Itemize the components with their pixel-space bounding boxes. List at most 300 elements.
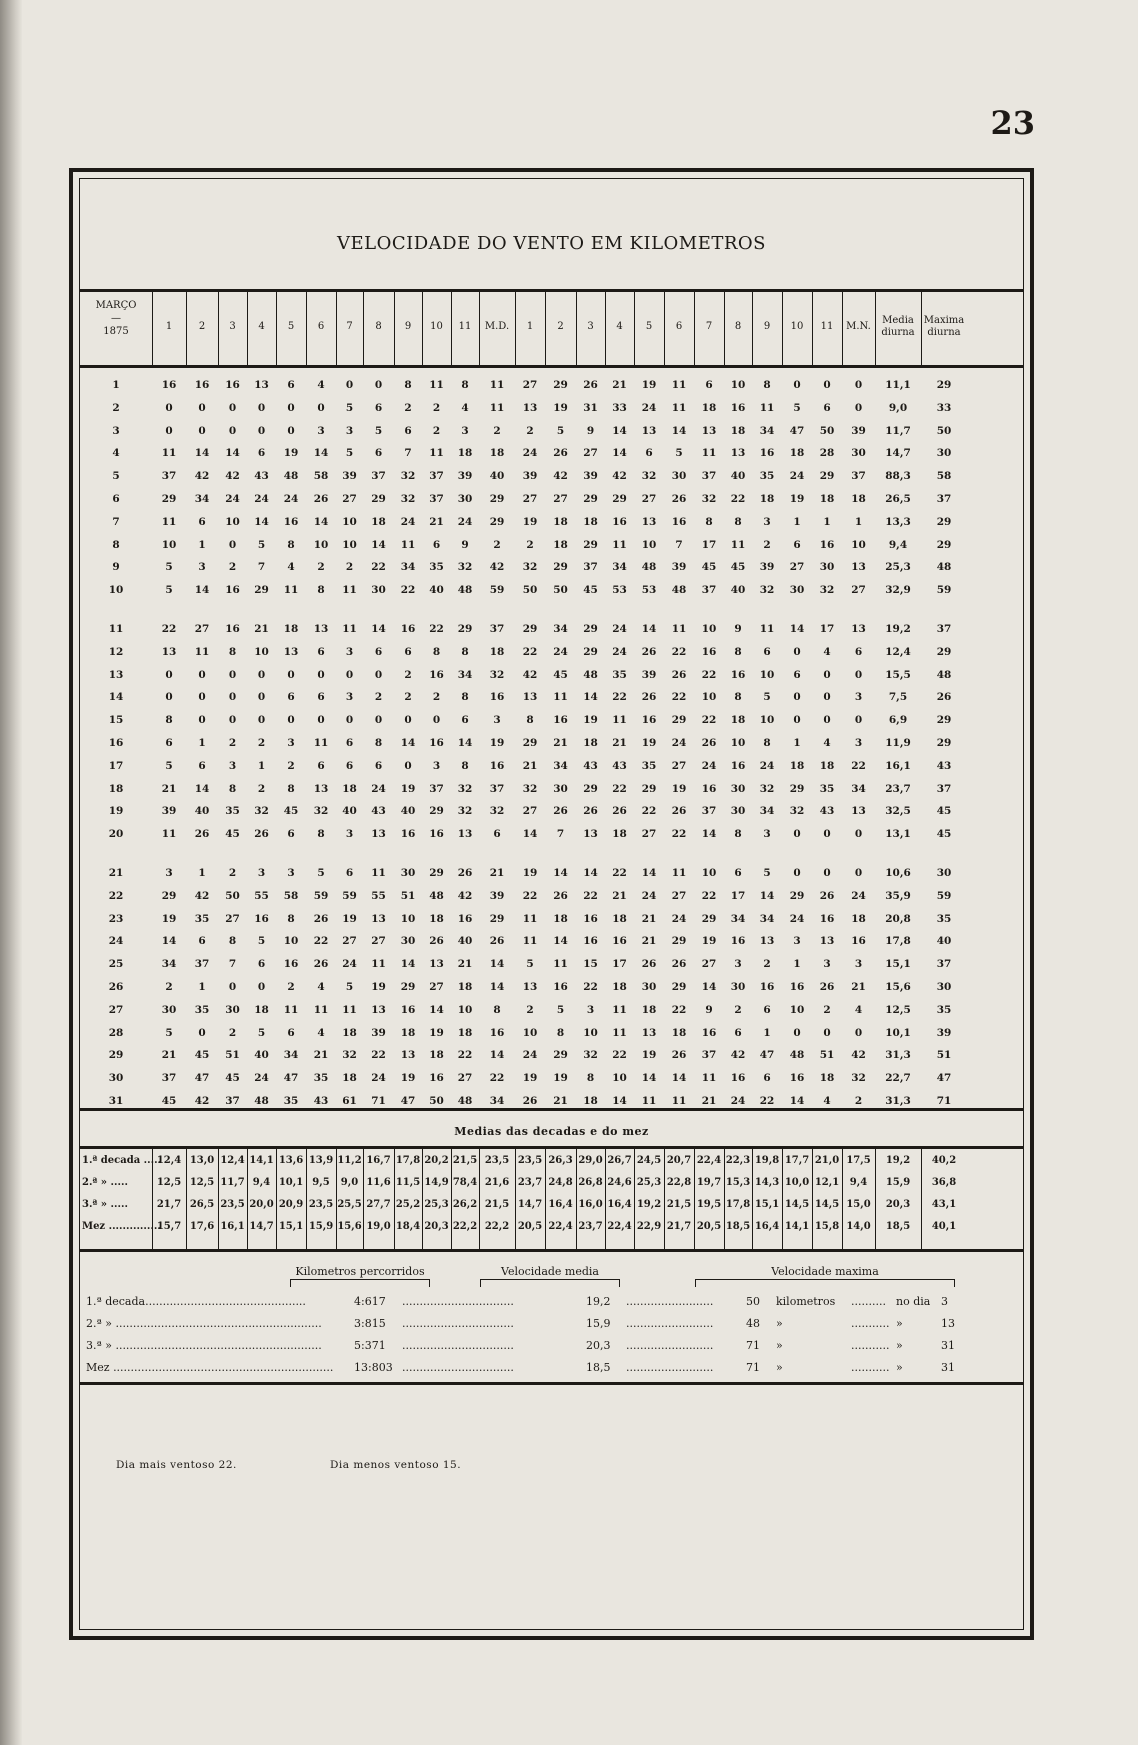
medias-column-divider	[515, 1146, 516, 1249]
table-cell: 8	[763, 379, 771, 391]
table-cell: 8	[734, 515, 742, 528]
table-cell: 3	[763, 828, 771, 841]
decade-mean-cell: 14,5	[784, 1199, 810, 1210]
month-label: MARÇO	[95, 300, 137, 311]
summary-unit: kilometros	[776, 1295, 836, 1308]
table-cell: 11	[701, 1072, 717, 1085]
table-cell: 58	[313, 470, 329, 483]
table-cell: 26	[522, 1095, 538, 1107]
decade-mean-cell: 21,7	[666, 1221, 692, 1232]
table-cell: 8	[287, 538, 295, 551]
table-cell: 42	[522, 668, 538, 681]
decade-mean-cell: 15,8	[814, 1221, 840, 1232]
table-cell: 21	[522, 759, 538, 772]
table-cell: 34	[612, 561, 627, 574]
table-cell: 32	[759, 584, 775, 597]
table-cell: 14	[641, 623, 657, 635]
table-cell: 0	[165, 668, 173, 681]
table-cell: 35	[194, 1003, 210, 1016]
table-cell: 26	[429, 935, 444, 948]
table-cell: 21	[429, 515, 444, 528]
table-cell: 2	[374, 691, 383, 704]
table-cell: 8	[432, 645, 441, 658]
table-cell: 27	[522, 493, 538, 505]
table-cell: 8	[586, 1072, 595, 1085]
decade-mean-cell: 12,1	[814, 1177, 840, 1188]
table-cell: 2	[345, 561, 354, 574]
table-cell: 0	[287, 424, 295, 437]
decade-mean-cell: 22,2	[452, 1221, 478, 1232]
decade-mean-cell: 18,5	[885, 1221, 911, 1232]
table-cell: 10	[730, 737, 746, 749]
decade-label: 3.ª » .....	[82, 1199, 128, 1210]
table-cell: 16	[612, 515, 627, 528]
table-cell: 8	[526, 714, 534, 727]
table-cell: 22	[371, 561, 386, 574]
table-cell: 14	[701, 981, 717, 993]
table-cell: 18	[400, 1026, 416, 1039]
table-cell: 13	[641, 424, 657, 437]
table-cell: 2	[526, 538, 534, 551]
day-label: 5	[112, 470, 120, 483]
table-cell: 11	[161, 447, 177, 460]
table-cell: 3	[461, 424, 469, 437]
table-cell: 18	[641, 1003, 657, 1016]
summary-day-label: no dia	[896, 1295, 931, 1308]
table-cell: 13	[759, 935, 775, 948]
table-cell: 2	[165, 981, 173, 993]
medias-column-divider	[152, 1146, 153, 1249]
table-cell: 19	[789, 493, 805, 505]
table-cell: 16,1	[885, 759, 911, 772]
table-cell: 3	[228, 759, 237, 772]
decade-mean-cell: 15,9	[885, 1177, 911, 1188]
table-cell: 19	[371, 981, 386, 993]
table-cell: 10	[759, 714, 775, 727]
summary-vmax: 71	[746, 1339, 760, 1352]
table-cell: 32	[342, 1049, 357, 1062]
table-cell: 5	[165, 759, 173, 772]
table-cell: 32	[400, 470, 416, 483]
table-cell: 1	[793, 737, 801, 749]
summary-dots: ................................	[402, 1317, 514, 1330]
day-label: 14	[108, 691, 124, 704]
table-cell: 88,3	[885, 470, 911, 483]
table-cell: 10	[759, 668, 775, 681]
table-cell: 18	[371, 515, 386, 528]
table-cell: 0	[198, 424, 206, 437]
table-cell: 11	[161, 515, 177, 528]
day-label: 6	[112, 493, 120, 505]
table-cell: 10	[522, 1026, 538, 1039]
table-cell: 45	[701, 561, 717, 574]
table-cell: 32	[851, 1072, 866, 1085]
table-cell: 27	[194, 623, 210, 635]
table-cell: 14	[583, 867, 598, 879]
table-cell: 4	[317, 379, 325, 391]
table-cell: 39	[936, 1026, 952, 1039]
decade-mean-cell: 20,0	[249, 1199, 274, 1210]
medias-column-divider	[186, 1146, 187, 1249]
table-cell: 37	[851, 470, 866, 483]
medias-top-rule	[80, 1146, 1023, 1149]
table-cell: 37	[701, 470, 717, 483]
day-label: 10	[108, 584, 124, 597]
table-cell: 10	[225, 515, 240, 528]
table-cell: 1	[854, 515, 863, 528]
decade-mean-cell: 19,5	[696, 1199, 722, 1210]
table-cell: 32	[819, 584, 835, 597]
decade-mean-cell: 13,0	[189, 1155, 215, 1166]
table-cell: 26	[583, 379, 598, 391]
table-cell: 14	[489, 981, 505, 993]
table-cell: 18	[851, 493, 866, 505]
table-cell: 16	[429, 668, 444, 681]
table-cell: 16	[701, 782, 717, 795]
table-cell: 16	[225, 584, 240, 597]
table-cell: 9	[586, 424, 595, 437]
table-cell: 0	[854, 668, 863, 681]
table-cell: 43	[583, 759, 598, 772]
table-cell: 45	[225, 1072, 240, 1085]
table-cell: 6	[461, 714, 469, 727]
decade-mean-cell: 21,7	[156, 1199, 182, 1210]
table-cell: 14	[553, 935, 568, 948]
table-cell: 30	[936, 447, 952, 460]
table-cell: 22	[701, 668, 717, 681]
table-cell: 0	[854, 828, 863, 841]
table-cell: 11	[313, 1003, 329, 1016]
table-cell: 27	[342, 493, 357, 505]
table-cell: 32,9	[885, 584, 911, 597]
table-cell: 9	[734, 623, 742, 635]
table-cell: 10,1	[885, 1026, 911, 1039]
table-cell: 40	[936, 935, 952, 948]
table-cell: 13	[313, 623, 329, 635]
table-cell: 48	[789, 1049, 805, 1062]
table-cell: 19,2	[885, 623, 911, 635]
table-cell: 21	[489, 867, 505, 879]
table-cell: 17	[730, 889, 746, 902]
table-cell: 16	[583, 912, 598, 925]
table-cell: 30	[371, 584, 386, 597]
table-cell: 8	[317, 584, 325, 597]
decade-mean-cell: 17,8	[395, 1155, 421, 1166]
table-cell: 18	[819, 759, 835, 772]
table-cell: 40	[730, 584, 746, 597]
column-header: 11	[458, 321, 472, 332]
column-header: 3	[229, 321, 236, 332]
table-cell: 35	[612, 668, 627, 681]
table-cell: 35	[641, 759, 657, 772]
table-cell: 8	[461, 379, 469, 391]
table-cell: 32	[583, 1049, 598, 1062]
table-cell: 2	[228, 561, 237, 574]
table-cell: 0	[404, 714, 412, 727]
table-cell: 2	[404, 691, 412, 704]
table-cell: 39	[851, 424, 866, 437]
table-cell: 32	[522, 561, 538, 574]
table-cell: 34	[759, 424, 775, 437]
table-cell: 16	[489, 691, 505, 704]
table-cell: 11	[671, 379, 687, 391]
table-cell: 31,3	[885, 1095, 911, 1107]
table-cell: 21	[553, 737, 568, 749]
table-cell: 34	[400, 561, 416, 574]
summary-vmax: 48	[746, 1317, 760, 1330]
table-cell: 53	[641, 584, 657, 597]
summary-unit: »	[776, 1339, 783, 1352]
table-cell: 30	[730, 782, 746, 795]
table-cell: 14	[194, 584, 210, 597]
table-cell: 22	[671, 645, 687, 658]
table-cell: 11	[730, 538, 746, 551]
summary-day-label: »	[896, 1339, 903, 1352]
table-cell: 24	[612, 645, 627, 658]
table-cell: 19	[522, 867, 538, 879]
table-cell: 16	[457, 912, 473, 925]
table-cell: 10	[641, 538, 657, 551]
table-cell: 2	[526, 1003, 534, 1016]
table-cell: 19	[641, 1049, 657, 1062]
table-cell: 30	[851, 447, 866, 460]
table-cell: 42	[553, 470, 568, 483]
table-cell: 6	[198, 759, 206, 772]
table-cell: 48	[671, 584, 687, 597]
table-cell: 1	[198, 867, 206, 879]
table-cell: 18	[851, 912, 866, 925]
decade-mean-cell: 11,7	[220, 1177, 245, 1188]
table-cell: 34	[759, 805, 775, 818]
table-cell: 29	[612, 493, 627, 505]
table-cell: 2	[734, 1003, 742, 1016]
day-label: 30	[108, 1072, 124, 1085]
table-cell: 3	[854, 958, 863, 971]
table-cell: 8	[165, 714, 173, 727]
column-header: 7	[346, 321, 353, 332]
table-cell: 22,7	[885, 1072, 911, 1085]
table-cell: 0	[257, 424, 266, 437]
table-cell: 16	[819, 912, 835, 925]
table-cell: 0	[257, 714, 266, 727]
table-cell: 25,3	[885, 561, 911, 574]
table-cell: 37	[429, 782, 444, 795]
table-cell: 11	[161, 828, 177, 841]
table-cell: 27	[225, 912, 240, 925]
table-cell: 11	[671, 1095, 687, 1107]
table-frame	[69, 168, 1034, 1640]
table-cell: 37	[371, 470, 386, 483]
decade-mean-cell: 15,3	[725, 1177, 751, 1188]
table-cell: 18	[819, 1072, 835, 1085]
table-cell: 0	[793, 828, 801, 841]
table-cell: 16	[851, 935, 866, 948]
table-cell: 5	[526, 958, 534, 971]
decade-mean-cell: 21,5	[452, 1155, 478, 1166]
table-cell: 18	[553, 538, 568, 551]
table-cell: 14	[641, 867, 657, 879]
table-cell: 22	[612, 691, 627, 704]
decade-mean-cell: 10,1	[278, 1177, 304, 1188]
table-cell: 19	[583, 714, 598, 727]
column-header: 4	[258, 321, 265, 332]
table-cell: 6	[287, 1026, 295, 1039]
summary-bottom-rule	[80, 1382, 1023, 1385]
table-cell: 16	[671, 515, 687, 528]
table-cell: 19	[671, 782, 687, 795]
table-cell: 2	[317, 561, 325, 574]
table-cell: 10	[457, 1003, 473, 1016]
table-cell: 43	[313, 1095, 329, 1107]
table-cell: 5	[556, 424, 565, 437]
table-cell: 10,6	[885, 867, 911, 879]
table-cell: 8	[734, 691, 742, 704]
table-cell: 0	[287, 714, 295, 727]
table-cell: 29	[254, 584, 269, 597]
medias-column-divider	[842, 1146, 843, 1249]
table-cell: 0	[317, 668, 325, 681]
decade-mean-cell: 16,4	[754, 1221, 780, 1232]
decade-mean-cell: 22,4	[548, 1221, 573, 1232]
table-cell: 47	[400, 1095, 416, 1107]
table-cell: 48	[254, 1095, 269, 1107]
column-header: 5	[645, 321, 653, 332]
table-cell: 14	[371, 623, 386, 635]
table-cell: 0	[374, 714, 383, 727]
table-cell: 11	[342, 584, 357, 597]
table-cell: 48	[457, 584, 473, 597]
table-cell: 11	[671, 401, 687, 414]
table-cell: 16	[730, 759, 746, 772]
table-cell: 34	[759, 912, 775, 925]
table-cell: 32	[457, 805, 473, 818]
table-cell: 45	[161, 1095, 177, 1107]
decade-mean-cell: 21,0	[814, 1155, 840, 1166]
table-cell: 29	[583, 538, 598, 551]
table-cell: 0	[317, 401, 325, 414]
table-cell: 17,8	[885, 935, 911, 948]
table-cell: 29	[522, 623, 538, 635]
table-cell: 59	[313, 889, 329, 902]
table-cell: 26	[819, 889, 835, 902]
decade-mean-cell: 11,6	[366, 1177, 391, 1188]
table-cell: 24	[254, 493, 269, 505]
decade-mean-cell: 19,0	[366, 1221, 391, 1232]
table-cell: 2	[287, 759, 295, 772]
table-cell: 0	[374, 668, 383, 681]
column-header: 9	[763, 321, 771, 332]
column-header: 3	[587, 321, 594, 332]
table-cell: 8	[228, 782, 237, 795]
decade-mean-cell: 20,5	[696, 1221, 722, 1232]
summary-dots: ................................	[402, 1339, 514, 1352]
table-cell: 1	[763, 1026, 771, 1039]
table-cell: 40	[400, 805, 416, 818]
table-cell: 32,5	[885, 805, 911, 818]
medias-column-divider	[422, 1146, 423, 1249]
day-label: 26	[108, 981, 124, 993]
page-binding	[0, 0, 22, 1745]
table-cell: 11	[313, 737, 329, 749]
table-cell: 50	[522, 584, 538, 597]
decade-mean-cell: 20,3	[885, 1199, 911, 1210]
decade-mean-cell: 10,0	[784, 1177, 810, 1188]
table-cell: 0	[854, 401, 863, 414]
table-cell: 6	[493, 828, 501, 841]
decade-mean-cell: 20,2	[424, 1155, 449, 1166]
table-cell: 7	[404, 447, 412, 460]
table-cell: 8	[287, 782, 295, 795]
decade-mean-cell: 12,5	[156, 1177, 182, 1188]
table-cell: 19	[553, 1072, 568, 1085]
table-cell: 16	[489, 759, 505, 772]
table-cell: 16	[400, 1003, 416, 1016]
table-cell: 6	[257, 447, 266, 460]
table-cell: 7	[556, 828, 565, 841]
table-cell: 22	[671, 1003, 687, 1016]
table-cell: 8	[287, 912, 295, 925]
summary-vm: 20,3	[586, 1339, 611, 1352]
table-cell: 27	[371, 935, 386, 948]
day-label: 2	[112, 401, 120, 414]
column-header: 4	[616, 321, 623, 332]
summary-vmax: 71	[746, 1361, 760, 1374]
table-cell: 45	[553, 668, 568, 681]
table-cell: 53	[612, 584, 627, 597]
summary-km: 13:803	[354, 1361, 393, 1374]
table-cell: 4	[854, 1003, 863, 1016]
table-cell: 3	[793, 935, 801, 948]
table-cell: 24	[400, 515, 416, 528]
table-cell: 29	[701, 912, 717, 925]
table-cell: 11	[342, 623, 357, 635]
table-cell: 19	[400, 782, 416, 795]
table-cell: 7	[675, 538, 683, 551]
table-cell: 32	[759, 782, 775, 795]
column-header: 7	[705, 321, 713, 332]
table-cell: 22	[671, 828, 687, 841]
table-cell: 10	[254, 645, 269, 658]
table-cell: 32	[400, 493, 416, 505]
table-cell: 37	[489, 782, 505, 795]
table-cell: 39	[583, 470, 598, 483]
medias-column-divider	[724, 1146, 725, 1249]
table-cell: 14	[612, 447, 627, 460]
decade-mean-cell: 23,7	[517, 1177, 543, 1188]
table-cell: 18	[457, 1026, 473, 1039]
summary-unit: »	[776, 1317, 783, 1330]
table-cell: 13	[701, 424, 717, 437]
table-cell: 0	[228, 668, 237, 681]
table-cell: 13	[851, 623, 866, 635]
decade-mean-cell: 27,7	[366, 1199, 391, 1210]
table-cell: 18	[759, 493, 775, 505]
summary-day-label: »	[896, 1361, 903, 1374]
table-cell: 39	[522, 470, 538, 483]
table-cell: 8	[493, 1003, 501, 1016]
table-cell: 15,1	[885, 958, 911, 971]
table-cell: 29	[400, 981, 416, 993]
table-cell: 51	[225, 1049, 240, 1062]
table-cell: 8	[461, 645, 469, 658]
decade-mean-cell: 9,4	[252, 1177, 271, 1188]
table-cell: 29	[583, 782, 598, 795]
table-cell: 19	[701, 935, 717, 948]
table-cell: 21	[254, 623, 269, 635]
table-cell: 0	[793, 691, 801, 704]
table-cell: 0	[432, 714, 441, 727]
table-cell: 22	[489, 1072, 505, 1085]
